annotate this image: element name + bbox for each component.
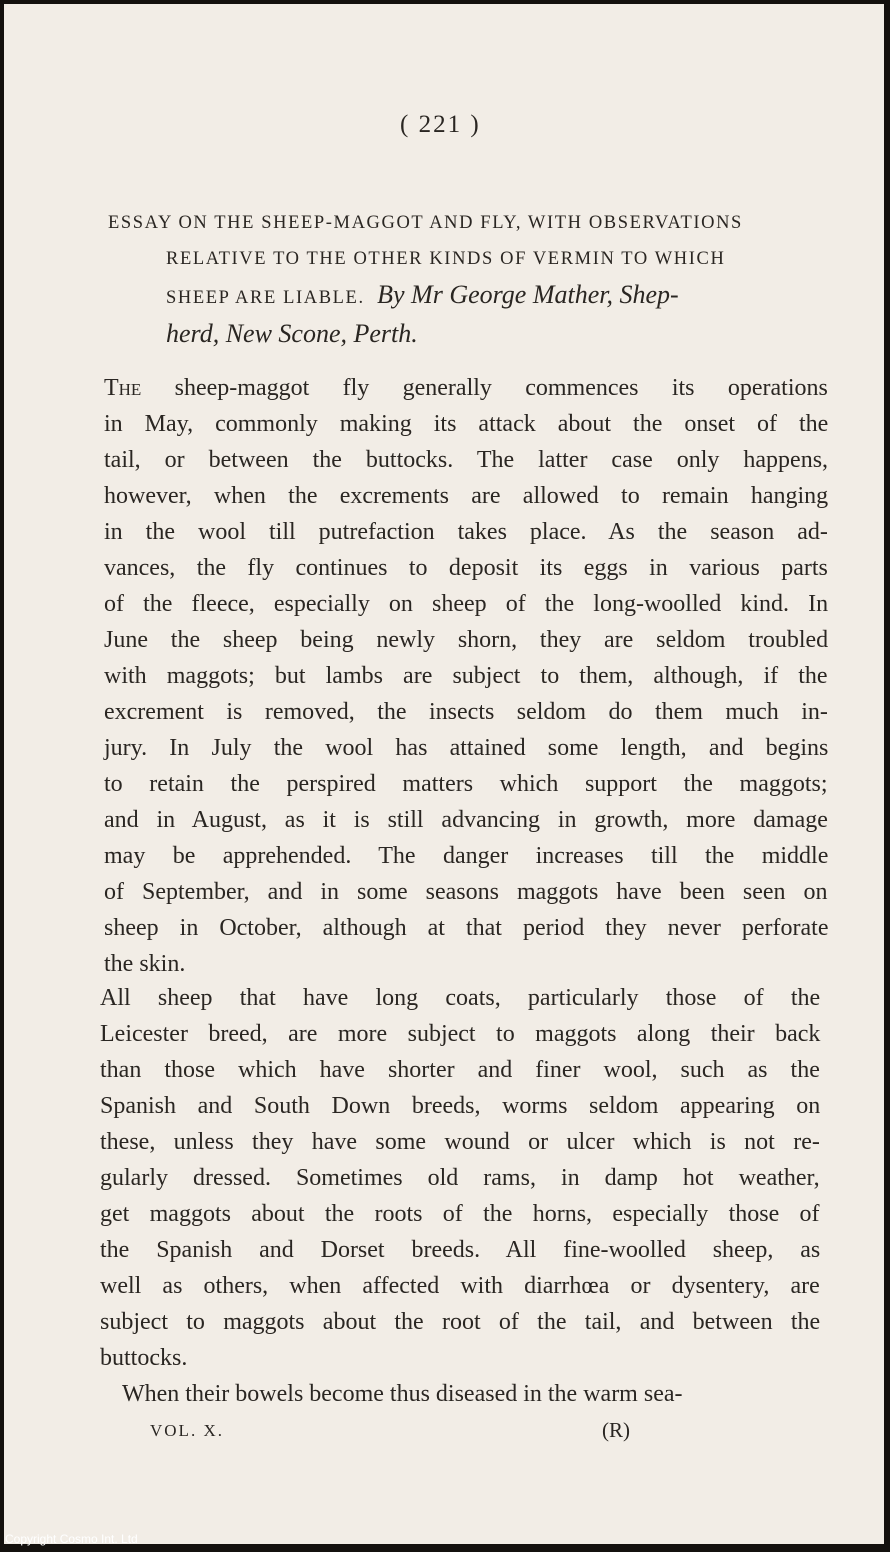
essay-title [108, 205, 828, 352]
text-line: well as others, when affected with diarrhœa or dysentery, are [100, 1273, 820, 1299]
text-line: Leicester breed, are more subject to maggots along their back [100, 1021, 821, 1047]
text-line: tail, or between the buttocks. The latter case only happens, [104, 447, 829, 473]
text-line: excrement is removed, the insects seldom do them much in- [104, 699, 828, 725]
page-number: ( 221 ) [400, 111, 481, 138]
title-line-2: RELATIVE TO THE OTHER KINDS OF VERMIN TO WHICH [166, 249, 726, 269]
title-line-3-caps: SHEEP ARE LIABLE. [166, 288, 365, 308]
text-line: however, when the excrements are allowed to remain hanging [104, 483, 829, 509]
text-line: The sheep-maggot fly generally commences its operations [104, 375, 828, 401]
signature-mark: (R) [602, 1418, 630, 1442]
text-line: All sheep that have long coats, particularly those of the [100, 985, 821, 1011]
volume-label: VOL. X. [150, 1421, 224, 1440]
text-line: in the wool till putrefaction takes place. As the season ad- [104, 519, 828, 545]
book-page [4, 4, 884, 1544]
copyright-watermark: Copyright Cosmo Int. Ltd [5, 1532, 138, 1546]
text-line: June the sheep being newly shorn, they are seldom troubled [104, 627, 829, 653]
text-line: When their bowels become thus diseased in the warm sea- [122, 1381, 683, 1407]
text-line: the skin. [104, 951, 186, 977]
text-line: sheep in October, although at that period they never perforate [104, 915, 829, 941]
author-byline: By Mr George Mather, Shep- [377, 280, 679, 309]
paragraph-1 [104, 370, 828, 982]
text-line: may be apprehended. The danger increases till the middle [104, 843, 829, 869]
text-line: subject to maggots about the root of the tail, and between the [100, 1309, 821, 1335]
paragraph-2 [100, 980, 820, 1376]
text-line: of the fleece, especially on sheep of the long-woolled kind. In [104, 591, 829, 617]
text-line: these, unless they have some wound or ulcer which is not re- [100, 1129, 820, 1155]
title-line-3 [108, 277, 828, 316]
paragraph-3 [122, 1376, 812, 1412]
title-line-1: ESSAY ON THE SHEEP-MAGGOT AND FLY, WITH OBSERVATIONS [108, 213, 743, 233]
text-line: gularly dressed. Sometimes old rams, in damp hot weather, [100, 1165, 820, 1191]
text-line: of September, and in some seasons maggots have been seen on [104, 879, 828, 905]
text-line: jury. In July the wool has attained some length, and begins [104, 735, 829, 761]
text-line: the Spanish and Dorset breeds. All fine-woolled sheep, as [100, 1237, 821, 1263]
drop-word: The [104, 375, 142, 401]
author-location: herd, New Scone, Perth. [166, 319, 418, 348]
text-line: vances, the fly continues to deposit its eggs in various parts [104, 555, 828, 581]
text-line: with maggots; but lambs are subject to them, although, if the [104, 663, 828, 689]
text-line: get maggots about the roots of the horns, especially those of [100, 1201, 820, 1227]
text-line: to retain the perspired matters which support the maggots; [104, 771, 828, 797]
text-line: Spanish and South Down breeds, worms seldom appearing on [100, 1093, 821, 1119]
text-line: in May, commonly making its attack about the onset of the [104, 411, 829, 437]
text-line: and in August, as it is still advancing in growth, more damage [104, 807, 828, 833]
text-line: buttocks. [100, 1345, 188, 1371]
text-line: than those which have shorter and finer wool, such as the [100, 1057, 820, 1083]
